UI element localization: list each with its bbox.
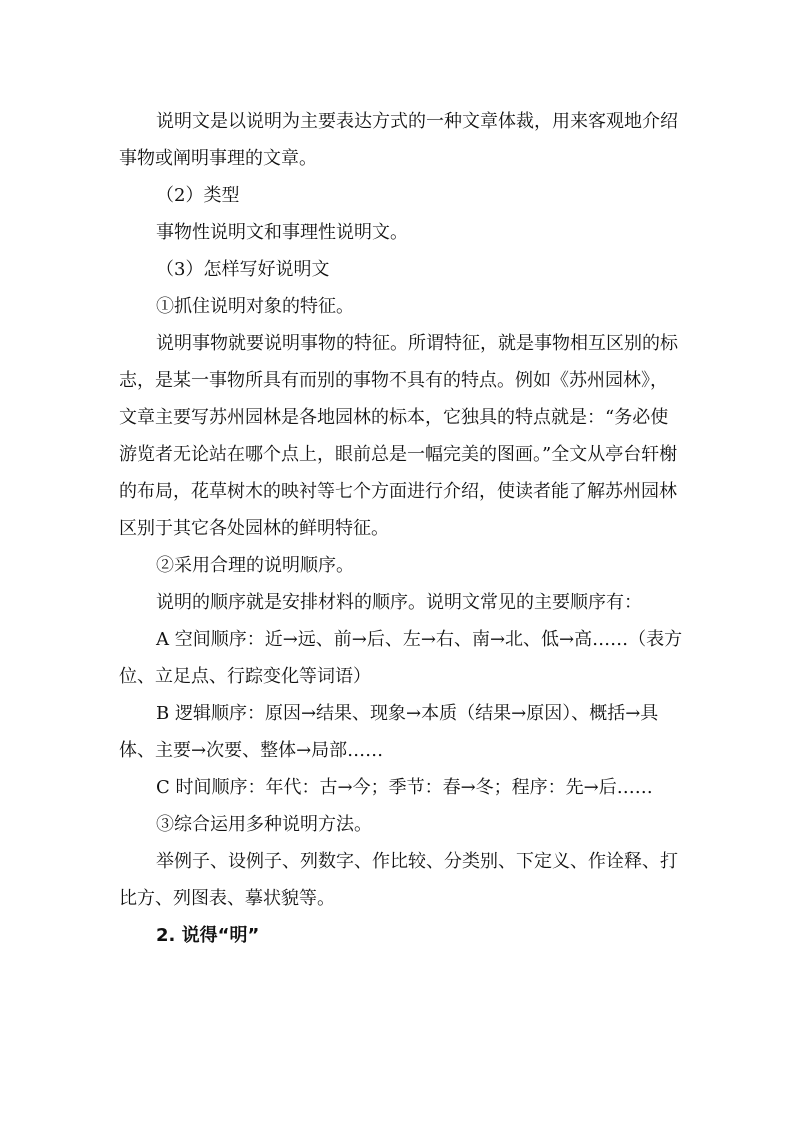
document-body <box>119 103 685 954</box>
type-paragraph: 事物性说明文和事理性说明文。 <box>156 222 408 243</box>
point-1-heading: ①抓住说明对象的特征。 <box>156 296 354 317</box>
definition-paragraph: 说明文是以说明为主要表达方式的一种文章体裁，用来客观地介绍事物或阐明事理的文章。 <box>119 111 678 169</box>
section-heading-type: （2）类型 <box>156 185 240 206</box>
time-order-paragraph: C 时间顺序：年代：古→今；季节：春→冬；程序：先→后…… <box>156 777 653 798</box>
logical-order-paragraph: B 逻辑顺序：原因→结果、现象→本质（结果→原因）、概括→具体、主要→次要、整体→局部…… <box>119 703 659 761</box>
feature-paragraph: 说明事物就要说明事物的特征。所谓特征，就是事物相互区别的标志，是某一事物所具有而别的事物不具有的特点。例如《苏州园林》，文章主要写苏州园林是各地园林的标本，它独具的特点就是：“务必使游览者无论站在哪个点上，眼前总是一幅完美的图画。”全文从亭台轩榭的布局，花草树木的映衬等七个方面进行介绍，使读者能了解苏州园林区别于其它各处园林的鲜明特征。 <box>119 333 678 539</box>
spatial-order-paragraph: A 空间顺序：近→远、前→后、左→右、南→北、低→高……（表方位、立足点、行踪变化等词语） <box>119 629 683 687</box>
point-3-heading: ③综合运用多种说明方法。 <box>156 814 372 835</box>
section-2-heading: 2. 说得“明” <box>156 925 260 946</box>
order-intro-paragraph: 说明的顺序就是安排材料的顺序。说明文常见的主要顺序有： <box>156 592 642 613</box>
point-2-heading: ②采用合理的说明顺序。 <box>156 555 354 576</box>
section-heading-how-to-write: （3）怎样写好说明文 <box>156 259 330 280</box>
methods-paragraph: 举例子、设例子、列数字、作比较、分类别、下定义、作诠释、打比方、列图表、摹状貌等。 <box>119 851 678 909</box>
